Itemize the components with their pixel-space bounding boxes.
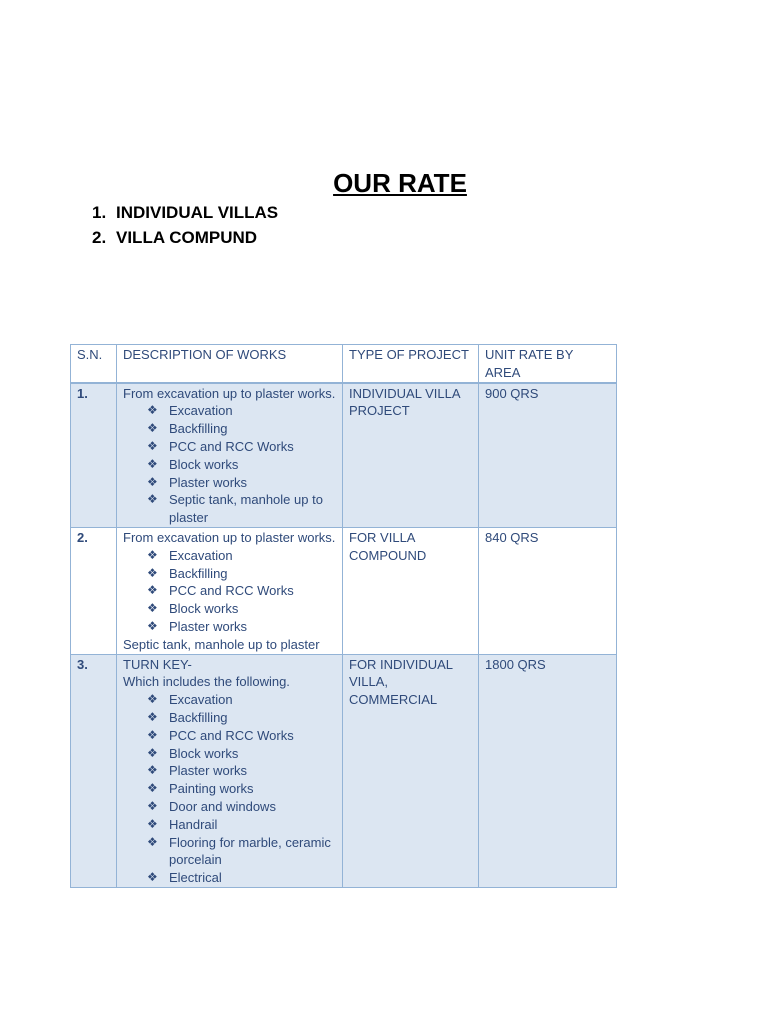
section-list [92,204,278,254]
description-intro: TURN KEY- [123,656,192,672]
description-outro: Septic tank, manhole up to plaster [123,636,320,652]
row-description [117,654,343,887]
header-sn: S.N. [71,345,117,383]
row-rate: 840 QRS [479,527,617,654]
work-item: ❖ Plaster works [147,762,336,780]
work-item: ❖ Excavation [147,547,336,565]
section-item [92,229,278,254]
header-description: DESCRIPTION OF WORKS [117,345,343,383]
row-type: FOR INDIVIDUAL VILLA, COMMERCIAL [343,654,479,887]
section-item [92,204,278,229]
description-intro: Which includes the following. [123,674,290,690]
row-type: FOR VILLA COMPOUND [343,527,479,654]
table-row [71,383,617,528]
table-header-row [71,345,617,383]
work-item: ❖ Flooring for marble, ceramic porcelain [147,834,336,870]
work-item: ❖ Plaster works [147,618,336,636]
header-type: TYPE OF PROJECT [343,345,479,383]
work-item: ❖ Block works [147,456,336,474]
page-title: OUR RATE [333,168,467,198]
work-item: ❖ Plaster works [147,474,336,492]
section-label: INDIVIDUAL VILLAS [116,203,279,222]
work-item: ❖ Backfilling [147,709,336,727]
rate-table [70,344,617,888]
section-number: 1. [92,203,107,222]
row-description [117,527,343,654]
row-rate: 1800 QRS [479,654,617,887]
work-item: ❖ Painting works [147,780,336,798]
work-item: ❖ Excavation [147,691,336,709]
table-row [71,654,617,887]
work-item: ❖ Block works [147,600,336,618]
row-rate: 900 QRS [479,383,617,528]
work-item: ❖ PCC and RCC Works [147,582,336,600]
header-rate: UNIT RATE BY AREA [479,345,617,383]
work-items [123,402,336,527]
work-item: ❖ PCC and RCC Works [147,727,336,745]
work-item: ❖ Handrail [147,816,336,834]
table-row [71,527,617,654]
work-item: ❖ Backfilling [147,420,336,438]
work-item: ❖ PCC and RCC Works [147,438,336,456]
section-number: 2. [92,228,107,247]
row-sn: 1. [71,383,117,528]
row-type: INDIVIDUAL VILLA PROJECT [343,383,479,528]
row-description [117,383,343,528]
work-item: ❖ Door and windows [147,798,336,816]
work-item: ❖ Electrical [147,869,336,887]
description-intro: From excavation up to plaster works. [123,529,336,545]
work-items [123,691,336,887]
work-item: ❖ Excavation [147,402,336,420]
row-sn: 2. [71,527,117,654]
work-item: ❖ Septic tank, manhole up to plaster [147,491,336,527]
section-label: VILLA COMPUND [116,228,258,247]
work-item: ❖ Block works [147,745,336,763]
description-intro: From excavation up to plaster works. [123,385,336,401]
work-item: ❖ Backfilling [147,565,336,583]
row-sn: 3. [71,654,117,887]
work-items [123,547,336,636]
